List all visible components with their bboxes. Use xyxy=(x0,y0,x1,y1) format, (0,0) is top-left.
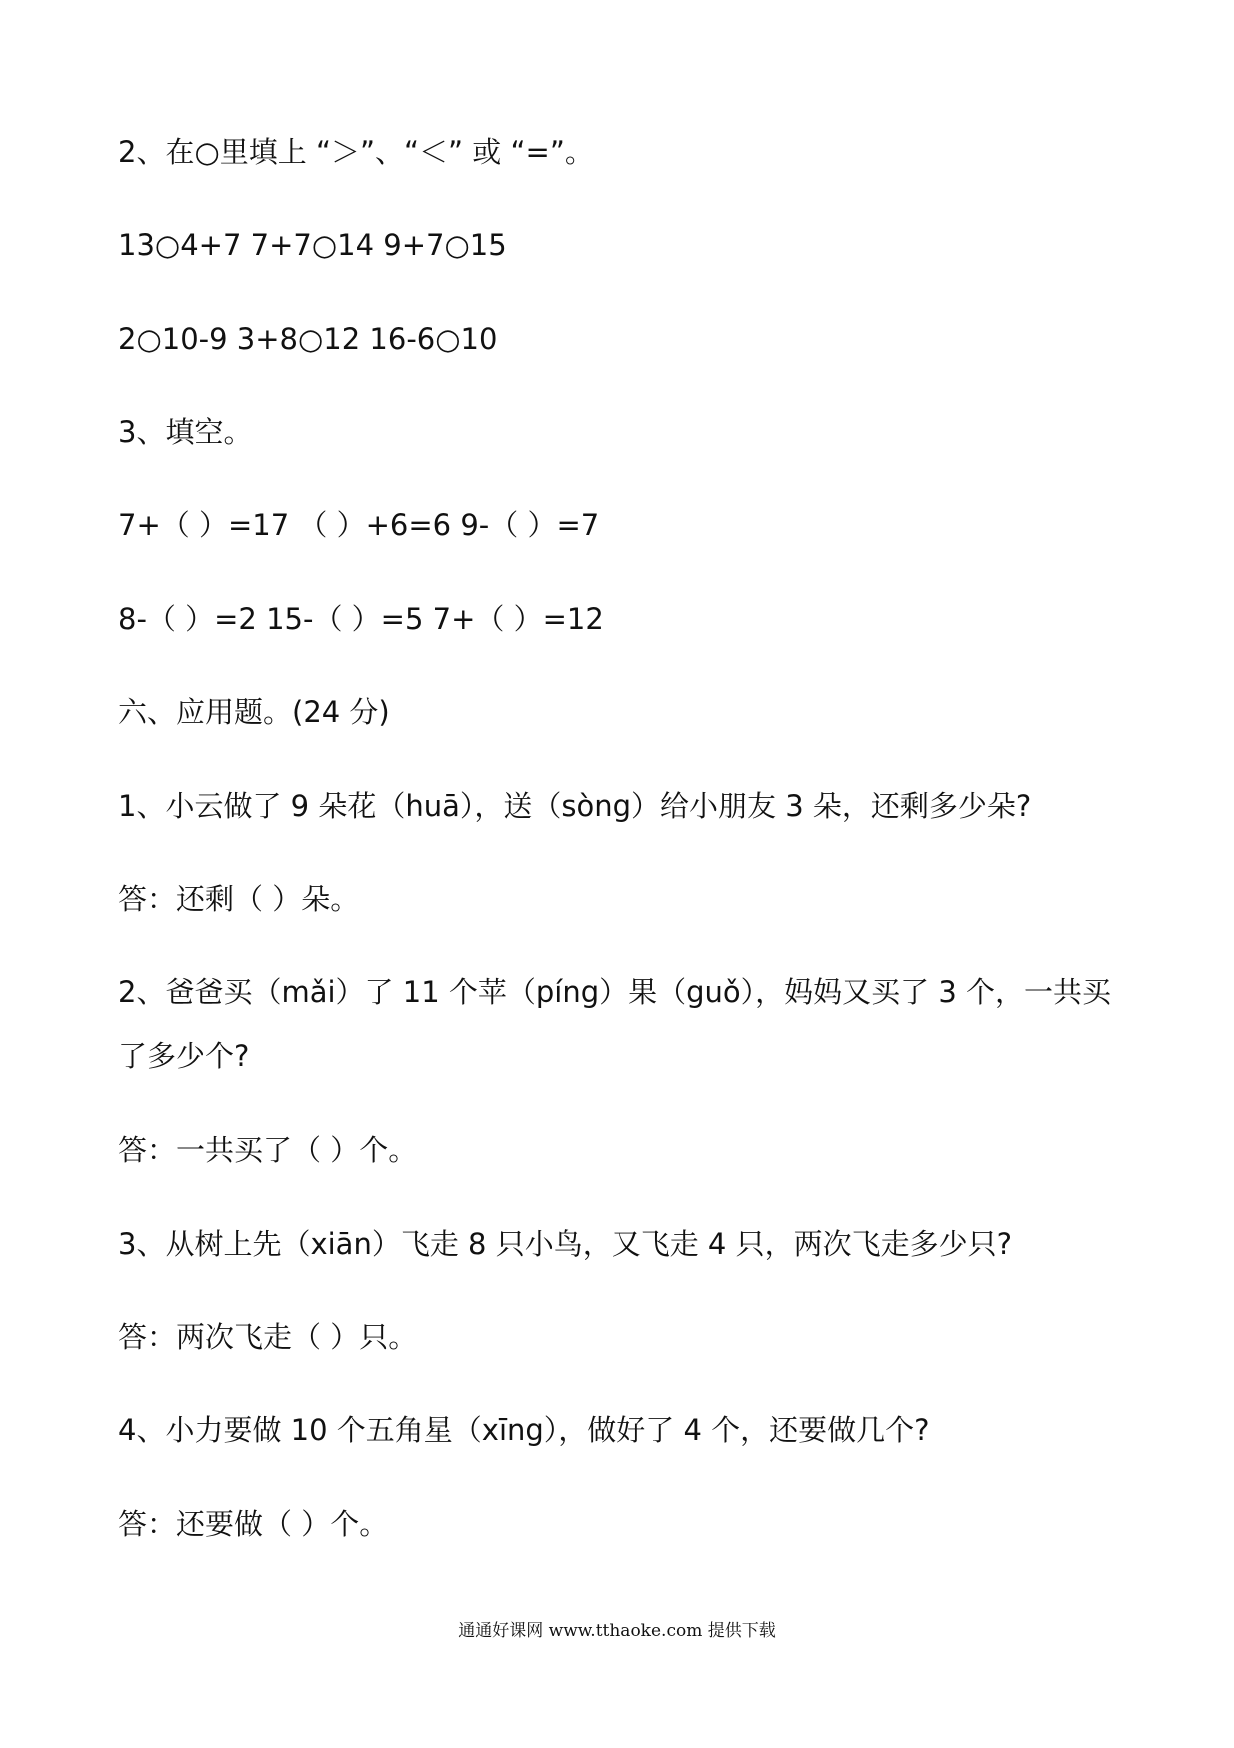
problem-2-question: 2、爸爸买（mǎi）了 11 个苹（píng）果（guǒ），妈妈又买了 3 个，一共买了多少个? xyxy=(118,975,1112,1073)
problem-4-question: 4、小力要做 10 个五角星（xīng），做好了 4 个，还要做几个? xyxy=(118,1413,930,1447)
problem-1-answer: 答：还剩（ ）朵。 xyxy=(118,882,360,916)
problem-2-answer: 答：一共买了（ ）个。 xyxy=(118,1133,418,1167)
question-2-title: 2、在○里填上 “＞”、“＜” 或 “=”。 xyxy=(118,135,594,169)
compare-row-2: 2○10-9 3+8○12 16-6○10 xyxy=(118,322,498,356)
page-footer: 通通好课网 www.tthaoke.com 提供下载 xyxy=(458,1621,776,1641)
question-3-title: 3、填空。 xyxy=(118,415,253,449)
problem-3-question: 3、从树上先（xiān）飞走 8 只小鸟，又飞走 4 只，两次飞走多少只? xyxy=(118,1227,1012,1261)
fill-blank-row-2: 8-（ ）=2 15-（ ）=5 7+（ ）=12 xyxy=(118,602,604,636)
compare-row-1: 13○4+7 7+7○14 9+7○15 xyxy=(118,228,507,262)
problem-3-answer: 答：两次飞走（ ）只。 xyxy=(118,1320,418,1354)
fill-blank-row-1: 7+（ ）=17 （ ）+6=6 9-（ ）=7 xyxy=(118,508,600,542)
section-6-heading: 六、应用题。(24 分) xyxy=(118,695,390,729)
problem-1-question: 1、小云做了 9 朵花（huā），送（sòng）给小朋友 3 朵，还剩多少朵? xyxy=(118,789,1032,823)
problem-4-answer: 答：还要做（ ）个。 xyxy=(118,1507,389,1541)
